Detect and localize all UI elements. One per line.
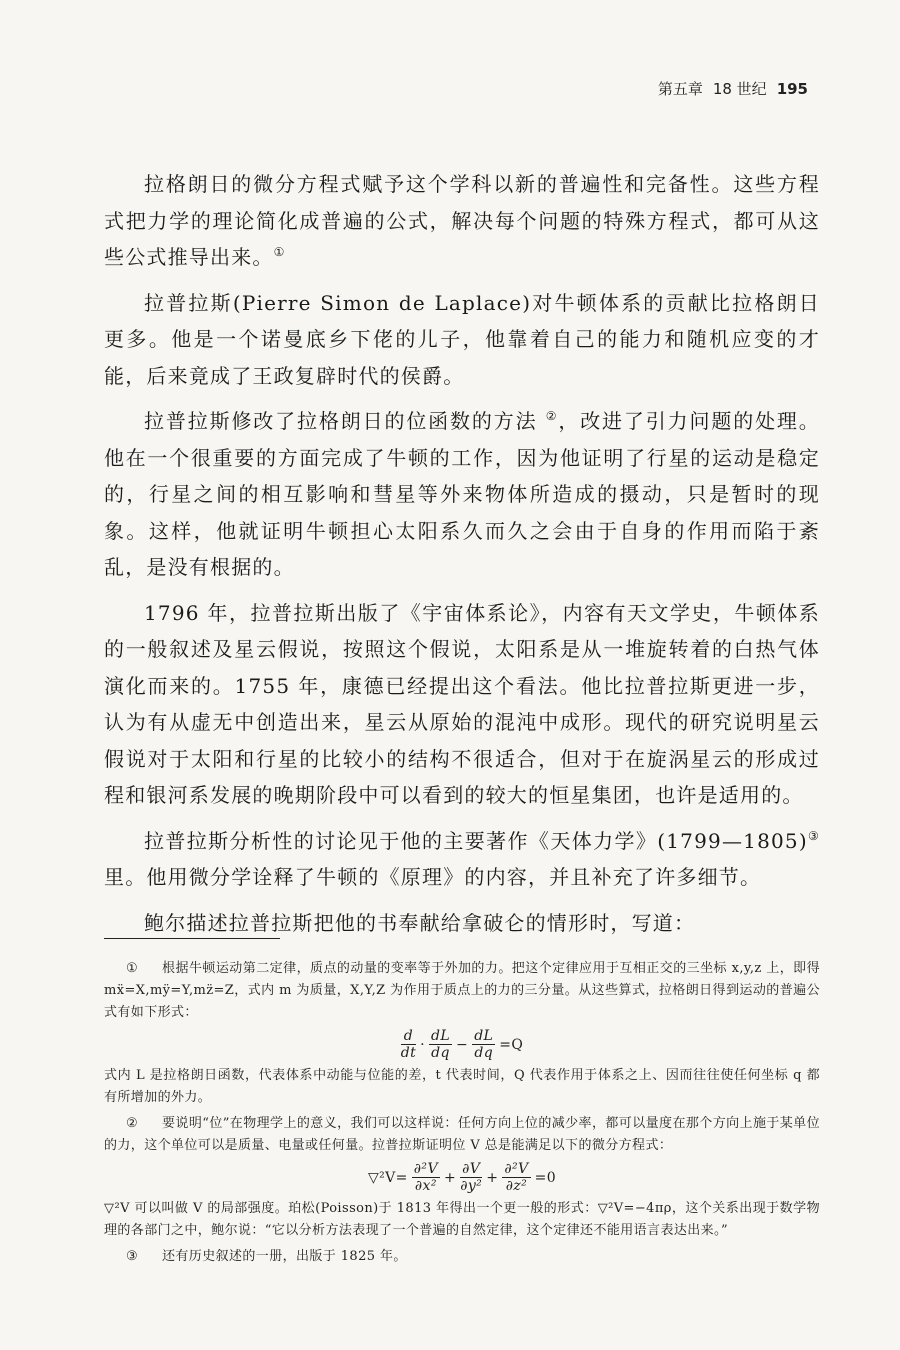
paragraph-text: 1796 年，拉普拉斯出版了《宇宙体系论》，内容有天文学史，牛顿体系的一般叙述及星云假说，按照这个假说，太阳系是从一堆旋转着的白热气体演化而来的。1755 年，康德已经提出这个看法。他比拉普拉斯更进一步，认为有从虚无中创造出来，星云从原始的混沌中成形。现代的研究说明星云假说对于太阳和行星的比较小的结构不很适合，但对于在旋涡星云的形成过程和银河系发展的晚期阶段中可以看到的较大的恒星集团，也许是适用的。 [104,600,820,807]
numerator: d [401,1028,416,1045]
paragraph-2 [104,285,820,395]
paragraph-text: 拉普拉斯分析性的讨论见于他的主要著作《天体力学》(1799—1805) [144,828,808,853]
numerator: dL [474,1028,494,1044]
paragraph-text: 拉普拉斯(Pierre Simon de Laplace)对牛顿体系的贡献比拉格朗日更多。他是一个诺曼底乡下佬的儿子，他靠着自己的能力和随机应变的才能，后来竟成了王政复辟时代的侯爵。 [104,290,820,388]
operator: + [443,1169,457,1186]
footnote-marker: ① [126,961,139,976]
fraction [502,1161,530,1194]
paragraph-text: 鲍尔描述拉普拉斯把他的书奉献给拿破仑的情形时，写道： [144,910,696,935]
footnote-ref: ① [273,245,286,259]
operator: · [420,1036,425,1053]
footnotes [104,958,820,1272]
fraction [460,1161,482,1194]
denominator: dq [474,1045,494,1061]
page-number: 195 [776,80,808,98]
paragraph-3 [104,403,820,586]
paragraph-text: 拉格朗日的微分方程式赋予这个学科以新的普遍性和完备性。这些方程式把力学的理论简化成普遍的公式，解决每个问题的特殊方程式，都可从这些公式推导出来。 [104,172,820,269]
paragraph-6 [104,905,820,942]
denominator: ∂y² [460,1178,483,1194]
lagrange-formula [104,1028,820,1061]
numerator: dL [430,1028,451,1044]
denominator: ∂z² [505,1178,528,1194]
numerator: ∂²V [504,1161,529,1177]
running-header [658,78,808,99]
footnote-text: 式内 L 是拉格朗日函数，代表体系中动能与位能的差，t 代表时间，Q 代表作用于体系之上、因而往往使任何坐标 q 都有所增加的外力。 [104,1068,820,1105]
footnote-ref: ② [545,409,559,423]
paragraph-text: ，改进了引力问题的处理。他在一个很重要的方面完成了牛顿的工作，因为他证明了行星的运动是稳定的，行星之间的相互影响和彗星等外来物体所造成的摄动，只是暂时的现象。这样，他就证明牛顿担心太阳系久而久之会由于自身的作用而陷于紊乱，是没有根据的。 [104,409,820,579]
footnote-3 [104,1246,820,1268]
laplace-formula [104,1161,820,1194]
paragraph-1 [104,166,820,276]
footnote-separator [104,938,280,939]
footnote-2-continued [104,1198,820,1242]
footnote-ref: ③ [807,828,820,843]
paragraph-text: 拉普拉斯修改了拉格朗日的位函数的方法 [144,409,546,433]
paragraph-4 [104,595,820,814]
footnote-text: 还有历史叙述的一册，出版于 1825 年。 [162,1249,407,1264]
numerator: ∂V [462,1161,481,1177]
paragraph-5 [104,823,820,896]
fraction [429,1028,452,1061]
operator: =0 [534,1169,557,1186]
footnote-marker: ③ [126,1249,139,1264]
fraction [472,1028,495,1061]
footnote-text: ▽²V 可以叫做 V 的局部强度。珀松(Poisson)于 1813 年得出一个更一般的形式：▽²V=−4πρ，这个关系出现于数学物理的各部门之中，鲍尔说：“它以分析方法表现了一个普遍的自然定律，这个定律还不能用语言表达出来。” [104,1201,820,1238]
footnote-2 [104,1113,820,1157]
denominator: dq [431,1045,450,1061]
footnote-1 [104,958,820,1024]
operator: ▽²V= [367,1169,408,1186]
fraction [401,1028,416,1061]
chapter-label: 第五章 [657,80,703,98]
body-text [104,166,820,950]
denominator: ∂x² [414,1178,437,1194]
footnote-text: 要说明“位”在物理学上的意义，我们可以这样说：任何方向上位的减少率，都可以量度在那个方向上施于某单位的力，这个单位可以是质量、电量或任何量。拉普拉斯证明位 V 总是能满足以下的微分方程式： [104,1116,820,1153]
paragraph-text: 里。他用微分学诠释了牛顿的《原理》的内容，并且补充了许多细节。 [104,865,762,889]
operator: =Q [499,1036,524,1053]
footnote-1-continued [104,1065,820,1109]
operator: + [486,1169,499,1186]
denominator: dt [400,1045,417,1061]
footnote-marker: ② [126,1116,139,1131]
footnote-text: 根据牛顿运动第二定律，质点的动量的变率等于外加的力。把这个定律应用于互相正交的三坐标 x,y,z 上，即得 mẍ=X,mÿ=Y,mz̈=Z，式内 m 为质量，X,Y,Z 为作用于质点上的力的三分量。从这些算式，拉格朗日得到运动的普遍公式有如下形式： [104,961,820,1020]
operator: − [456,1036,469,1053]
fraction [412,1161,440,1194]
numerator: ∂²V [413,1161,438,1177]
section-label: 18 世纪 [712,80,767,98]
